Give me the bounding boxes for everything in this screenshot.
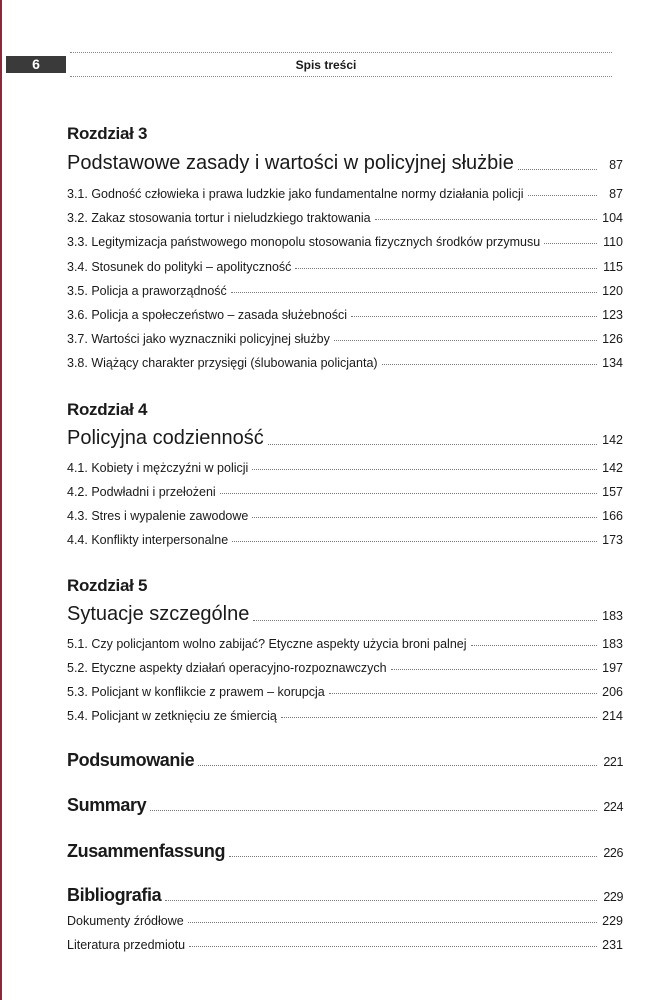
- entry-text: 5.1. Czy policjantom wolno zabijać? Etyczne aspekty użycia broni palnej: [67, 637, 467, 651]
- chapter-3-label: Rozdział 3: [67, 124, 148, 143]
- page-ref: 231: [602, 938, 623, 952]
- toc-entry[interactable]: [67, 509, 623, 523]
- leader-dots: [295, 268, 597, 269]
- leader-dots: [334, 340, 597, 341]
- toc-entry[interactable]: [67, 356, 623, 370]
- leader-dots: [382, 364, 597, 365]
- entry-text: 3.4. Stosunek do polityki – apolityczność: [67, 260, 292, 274]
- section-title: Podsumowanie: [67, 750, 195, 770]
- entry-text: Dokumenty źródłowe: [67, 914, 184, 928]
- page-ref: 229: [602, 914, 623, 928]
- entry-text: 3.3. Legitymizacja państwowego monopolu stosowania fizycznych środków przymusu: [67, 235, 541, 249]
- chapter-5-label: Rozdział 5: [67, 576, 148, 595]
- toc-entry[interactable]: [67, 938, 623, 952]
- leader-dots: [544, 243, 597, 244]
- leader-dots: [229, 856, 597, 857]
- leader-dots: [253, 620, 597, 621]
- toc-section-bibliography[interactable]: [67, 885, 623, 906]
- page-ref: 126: [602, 332, 623, 346]
- entry-text: 5.4. Policjant w zetknięciu ze śmiercią: [67, 709, 277, 723]
- toc-entry[interactable]: [67, 533, 623, 547]
- section-title: Zusammenfassung: [67, 841, 226, 861]
- page-ref: 206: [602, 685, 623, 699]
- entry-text: 3.1. Godność człowieka i prawa ludzkie jako fundamentalne normy działania policji: [67, 187, 524, 201]
- page-ref: 224: [603, 800, 623, 814]
- page-ref: 87: [609, 187, 623, 201]
- chapter-3-title-row[interactable]: [67, 152, 623, 175]
- toc-entry[interactable]: [67, 661, 623, 675]
- page-ref: 123: [602, 308, 623, 322]
- chapter-4-title-row[interactable]: [67, 427, 623, 450]
- entry-text: 4.3. Stres i wypalenie zawodowe: [67, 509, 249, 523]
- toc-entry[interactable]: [67, 914, 623, 928]
- page-ref: 142: [602, 461, 623, 475]
- leader-dots: [375, 219, 597, 220]
- header-rule-bottom: [70, 76, 612, 77]
- chapter-title: Policyjna codzienność: [67, 427, 264, 449]
- chapter-5-title-row[interactable]: [67, 603, 623, 626]
- toc-entry[interactable]: [67, 211, 623, 225]
- toc-section-summary-pl[interactable]: [67, 750, 623, 771]
- leader-dots: [471, 645, 597, 646]
- toc-entry[interactable]: [67, 485, 623, 499]
- chapter-title: Sytuacje szczególne: [67, 603, 250, 625]
- toc-section-summary-de[interactable]: [67, 841, 623, 862]
- page-ref: 120: [602, 284, 623, 298]
- page-ref: 214: [602, 709, 623, 723]
- page-ref: 183: [602, 637, 623, 651]
- page-ref: 166: [602, 509, 623, 523]
- page-ref: 221: [603, 755, 623, 769]
- leader-dots: [329, 693, 597, 694]
- entry-text: 4.2. Podwładni i przełożeni: [67, 485, 216, 499]
- page-edge: [0, 0, 2, 1000]
- entry-text: Literatura przedmiotu: [67, 938, 186, 952]
- toc-entry[interactable]: [67, 637, 623, 651]
- toc-entry[interactable]: [67, 284, 623, 298]
- entry-text: 3.7. Wartości jako wyznaczniki policyjnej służby: [67, 332, 330, 346]
- toc-entry[interactable]: [67, 308, 623, 322]
- page-number: 6: [6, 56, 66, 73]
- entry-text: 3.5. Policja a praworządność: [67, 284, 227, 298]
- section-title: Summary: [67, 795, 147, 815]
- leader-dots: [188, 922, 597, 923]
- leader-dots: [189, 946, 597, 947]
- entry-text: 3.2. Zakaz stosowania tortur i nieludzkiego traktowania: [67, 211, 371, 225]
- page-ref: 115: [603, 260, 623, 274]
- entry-text: 5.2. Etyczne aspekty działań operacyjno-rozpoznawczych: [67, 661, 387, 675]
- page-ref: 142: [602, 433, 623, 447]
- page-header: [0, 52, 652, 78]
- page-ref: 134: [602, 356, 623, 370]
- leader-dots: [252, 469, 597, 470]
- leader-dots: [150, 810, 597, 811]
- page-ref: 157: [602, 485, 623, 499]
- entry-text: 3.6. Policja a społeczeństwo – zasada służebności: [67, 308, 348, 322]
- leader-dots: [351, 316, 597, 317]
- toc-entry[interactable]: [67, 461, 623, 475]
- toc-entry[interactable]: [67, 187, 623, 201]
- page-ref: 229: [603, 890, 623, 904]
- leader-dots: [198, 765, 597, 766]
- page-ref: 87: [609, 158, 623, 172]
- entry-text: 3.8. Wiążący charakter przysięgi (ślubowania policjanta): [67, 356, 378, 370]
- toc-entry[interactable]: [67, 235, 623, 249]
- toc-entry[interactable]: [67, 709, 623, 723]
- header-rule-top: [70, 52, 612, 53]
- toc-entry[interactable]: [67, 332, 623, 346]
- entry-text: 4.1. Kobiety i mężczyźni w policji: [67, 461, 249, 475]
- chapter-4-label: Rozdział 4: [67, 400, 148, 419]
- page-ref: 173: [602, 533, 623, 547]
- toc-section-summary-en[interactable]: [67, 795, 623, 816]
- toc-entry[interactable]: [67, 260, 623, 274]
- leader-dots: [391, 669, 597, 670]
- leader-dots: [252, 517, 597, 518]
- entry-text: 4.4. Konflikty interpersonalne: [67, 533, 229, 547]
- leader-dots: [528, 195, 598, 196]
- leader-dots: [220, 493, 597, 494]
- entry-text: 5.3. Policjant w konflikcie z prawem – korupcja: [67, 685, 325, 699]
- leader-dots: [518, 169, 597, 170]
- leader-dots: [165, 900, 597, 901]
- chapter-title: Podstawowe zasady i wartości w policyjnej służbie: [67, 152, 514, 174]
- leader-dots: [268, 444, 597, 445]
- running-head: Spis treści: [295, 58, 357, 72]
- page-ref: 104: [602, 211, 623, 225]
- page-ref: 110: [603, 235, 623, 249]
- toc-entry[interactable]: [67, 685, 623, 699]
- page-ref: 226: [603, 846, 623, 860]
- page-ref: 197: [602, 661, 623, 675]
- leader-dots: [281, 717, 597, 718]
- page-ref: 183: [602, 609, 623, 623]
- section-title: Bibliografia: [67, 885, 162, 905]
- leader-dots: [232, 541, 597, 542]
- leader-dots: [231, 292, 597, 293]
